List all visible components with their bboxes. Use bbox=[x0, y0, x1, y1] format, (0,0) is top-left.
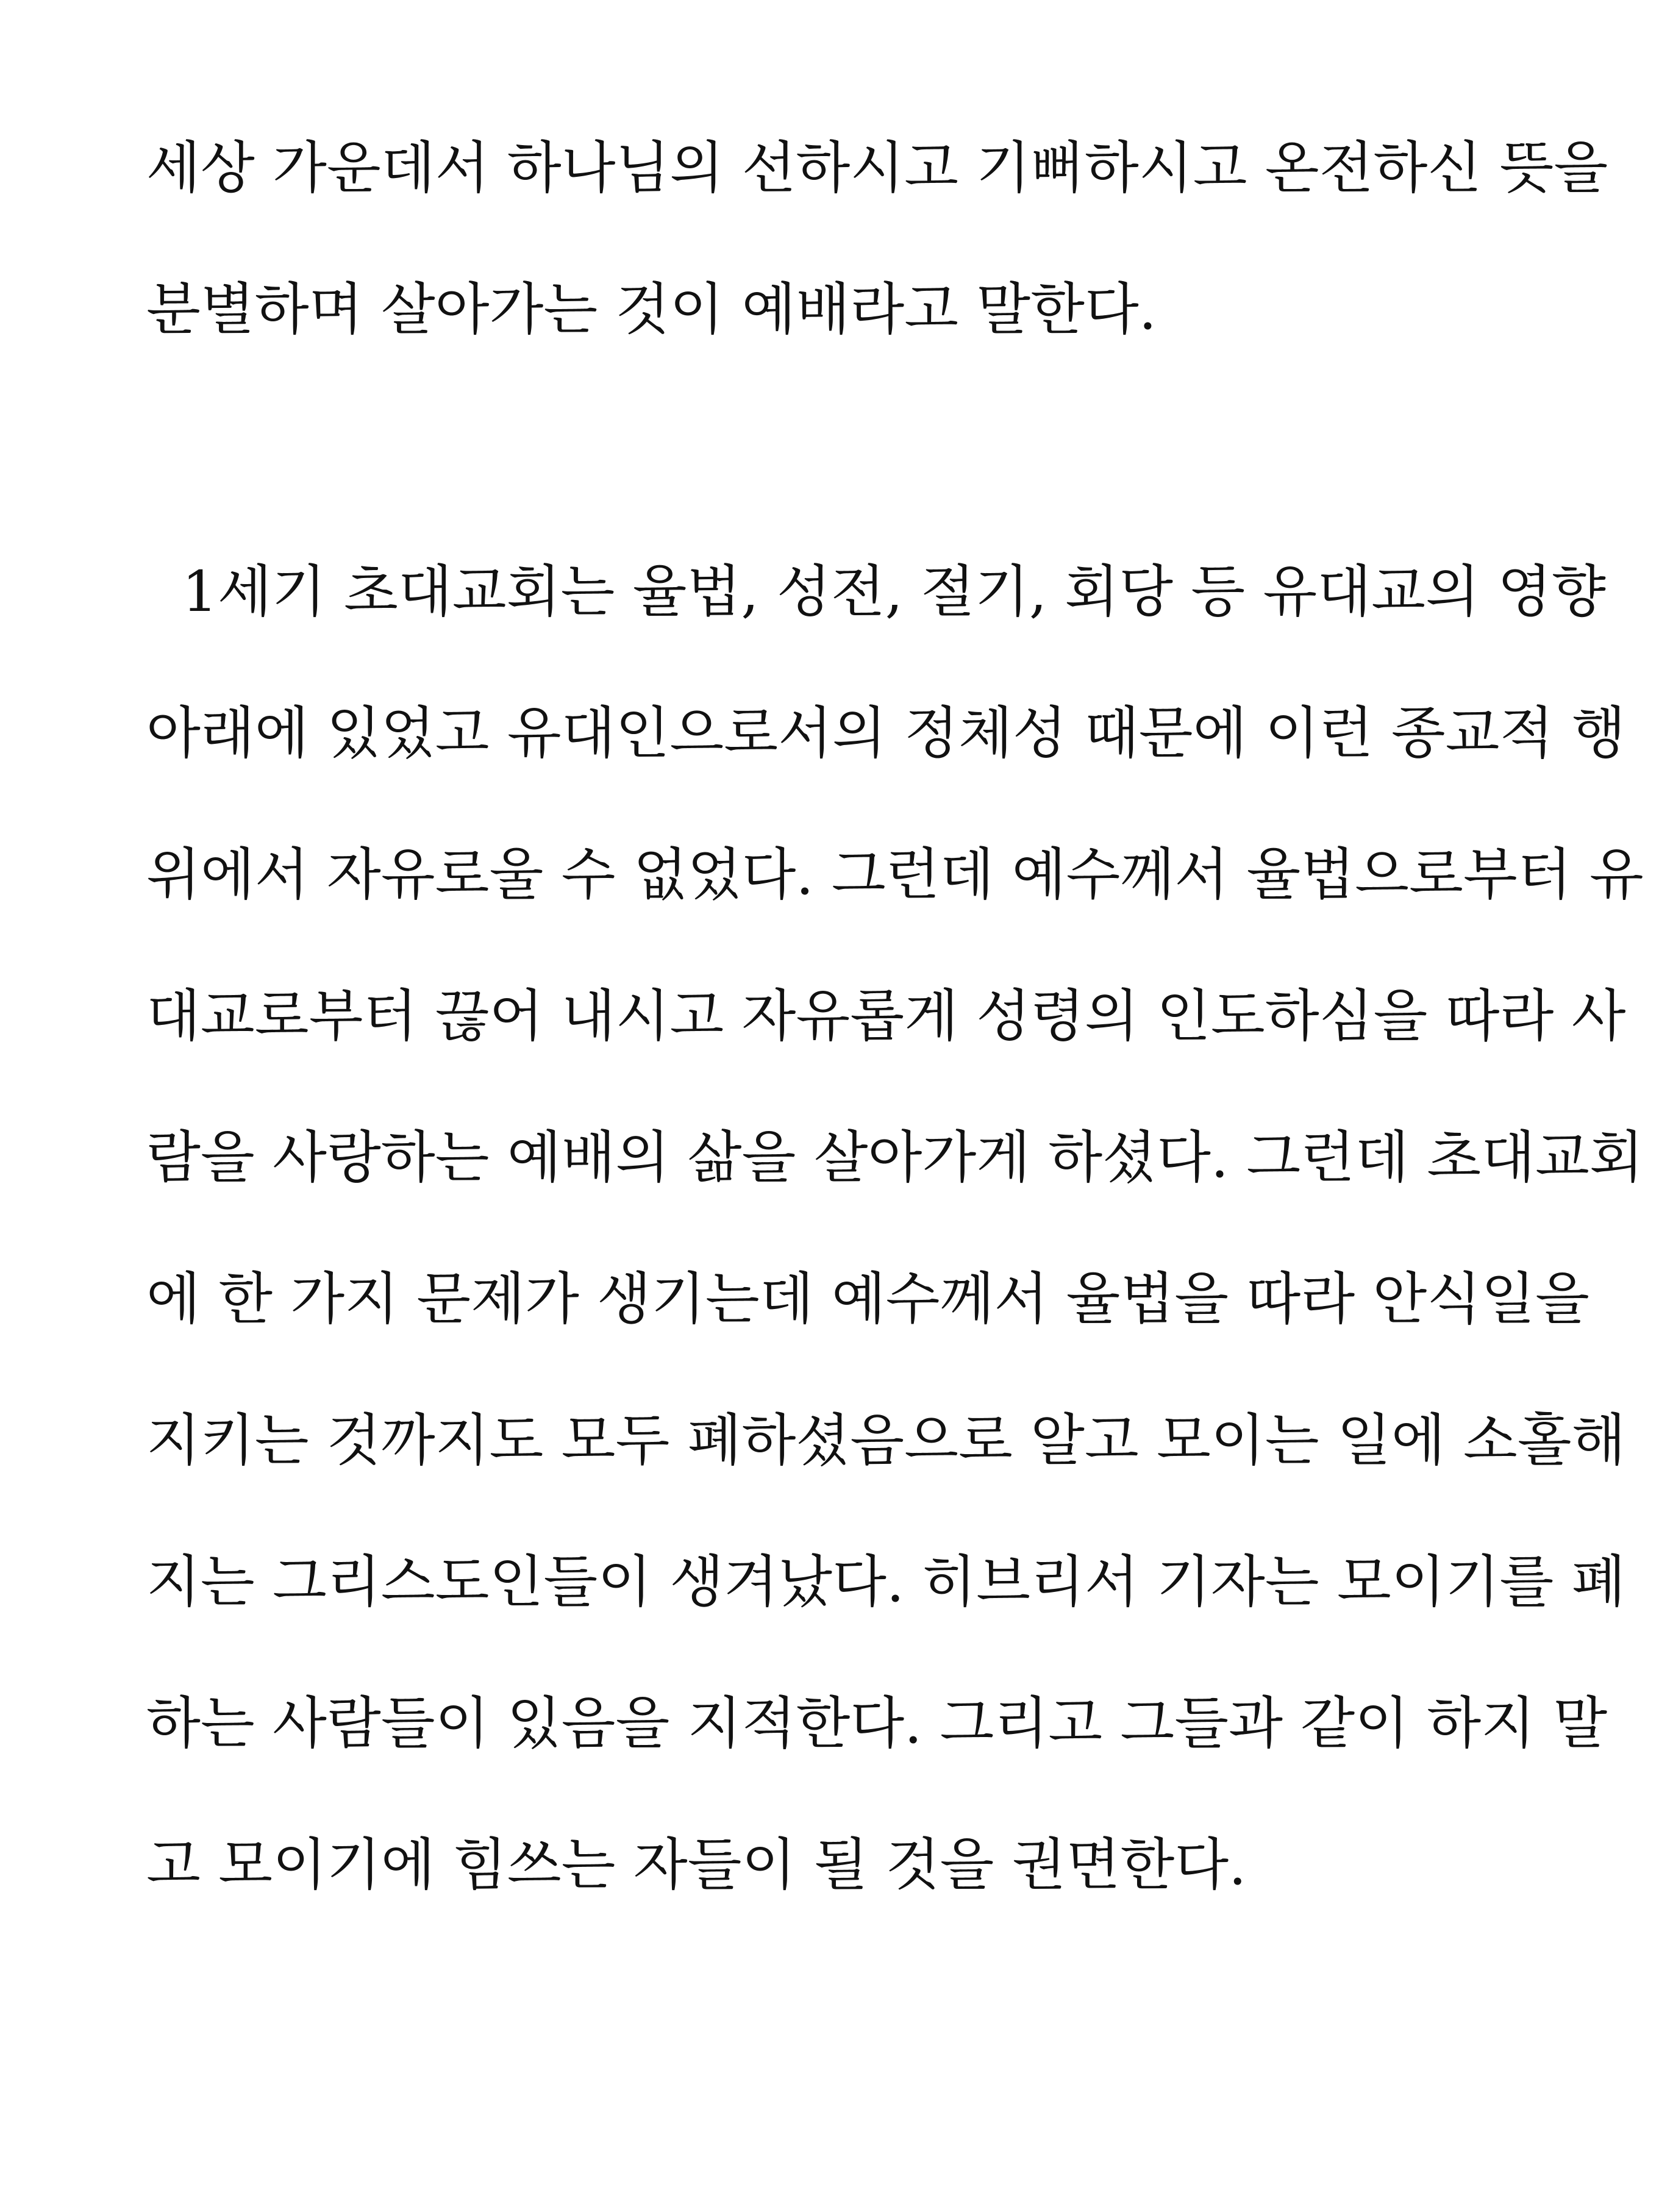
text-line: 하는 사람들이 있음을 지적한다. 그리고 그들과 같이 하지 말 bbox=[146, 1691, 1608, 1756]
text-line: 고 모이기에 힘쓰는 자들이 될 것을 권면한다. bbox=[146, 1832, 1247, 1897]
text-line: 분별하며 살아가는 것이 예배라고 말한다. bbox=[146, 277, 1157, 342]
text-line: 지키는 것까지도 모두 폐하셨음으로 알고 모이는 일에 소홀해 bbox=[146, 1408, 1626, 1473]
text-line: 에 한 가지 문제가 생기는데 예수께서 율법을 따라 안식일을 bbox=[146, 1266, 1589, 1332]
text-line: 지는 그리스도인들이 생겨났다. 히브리서 기자는 모이기를 폐 bbox=[146, 1549, 1626, 1614]
text-line: 위에서 자유로울 수 없었다. 그런데 예수께서 율법으로부터 유 bbox=[146, 842, 1644, 907]
paragraph-1 bbox=[146, 98, 1608, 380]
text-line: 1세기 초대교회는 율법, 성전, 절기, 회당 등 유대교의 영향 bbox=[146, 559, 1606, 624]
text-line: 세상 가운데서 하나님의 선하시고 기뻐하시고 온전하신 뜻을 bbox=[146, 135, 1608, 201]
text-line: 람을 사랑하는 예배의 삶을 살아가게 하셨다. 그런데 초대교회 bbox=[146, 1125, 1644, 1190]
paragraph-2 bbox=[146, 521, 1644, 1936]
text-line: 대교로부터 끊어 내시고 자유롭게 성령의 인도하심을 따라 사 bbox=[146, 983, 1626, 1049]
text-line: 아래에 있었고 유대인으로서의 정체성 때문에 이런 종교적 행 bbox=[146, 701, 1626, 766]
